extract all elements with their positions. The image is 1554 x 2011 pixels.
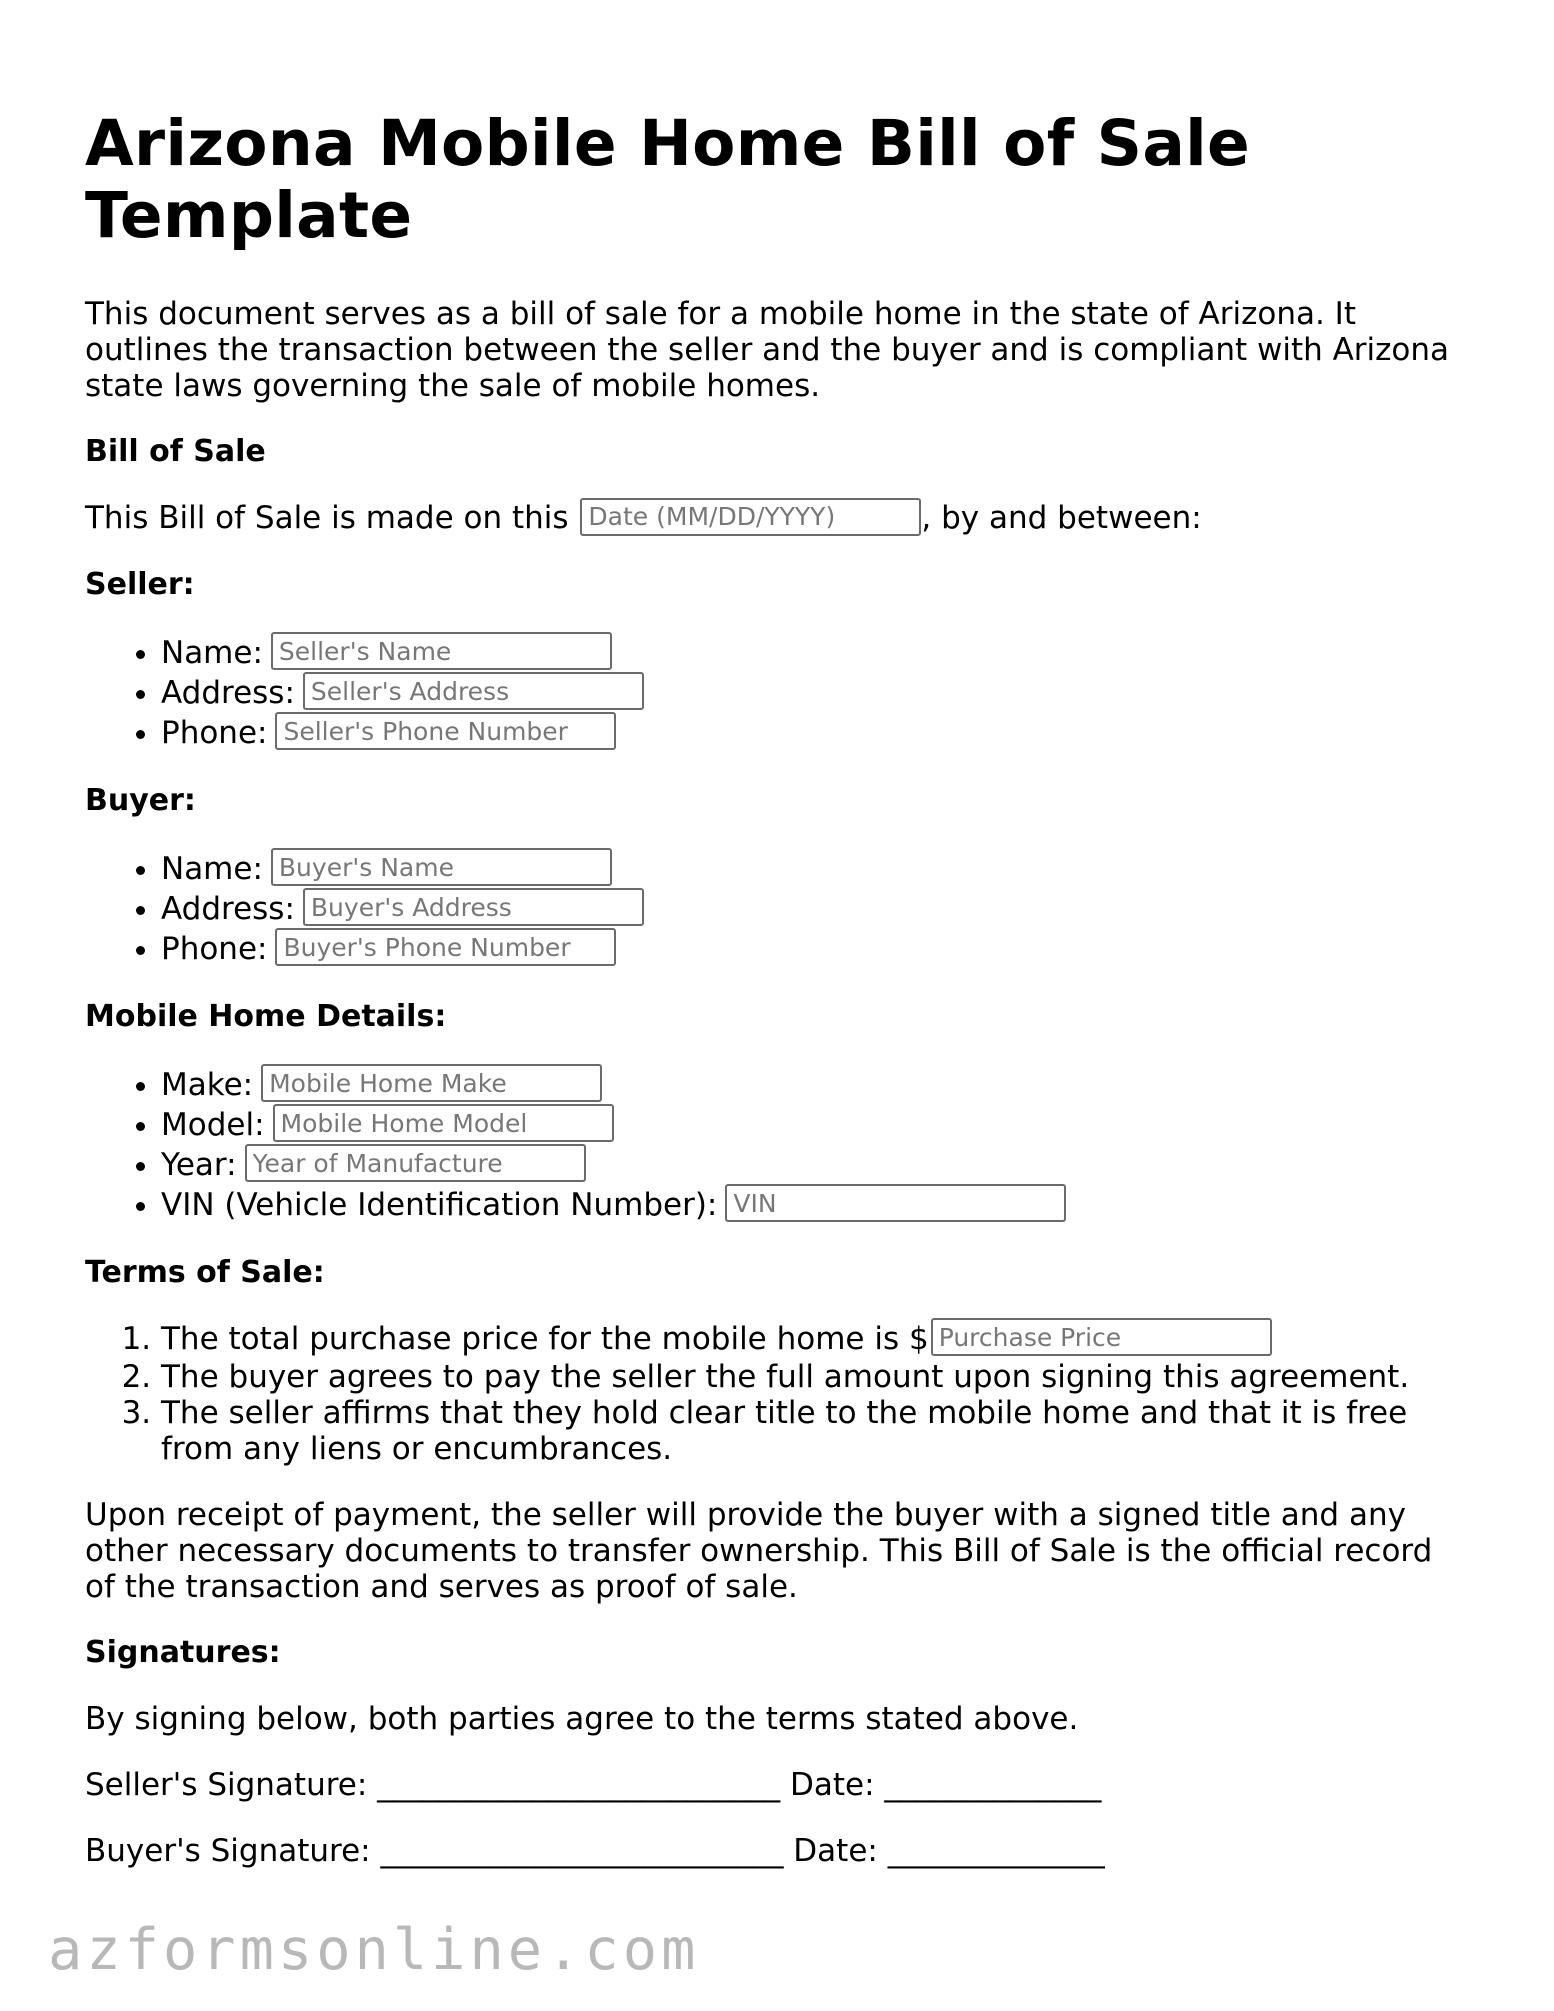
vin-field[interactable] xyxy=(725,1184,1066,1222)
seller-name-field[interactable] xyxy=(271,632,612,670)
list-item xyxy=(161,1145,1465,1185)
page-title: Arizona Mobile Home Bill of Sale Template xyxy=(85,107,1251,252)
list-item xyxy=(161,1105,1465,1145)
seller-heading: Seller: xyxy=(85,566,195,602)
made-on-text-after: , by and between: xyxy=(921,500,1202,536)
list-item xyxy=(161,1065,1465,1105)
seller-list xyxy=(85,633,1465,753)
seller-signature-line: Seller's Signature: __________________________ Date: ______________ xyxy=(85,1767,1102,1803)
list-item xyxy=(161,849,1465,889)
seller-phone-field[interactable] xyxy=(275,712,616,750)
buyer-address-label: Address: xyxy=(161,890,295,927)
buyer-name-label: Name: xyxy=(161,850,263,887)
signatures-heading: Signatures: xyxy=(85,1635,281,1670)
signatures-intro: By signing below, both parties agree to the terms stated above. xyxy=(85,1701,1079,1737)
list-item xyxy=(161,1185,1465,1225)
buyer-phone-field[interactable] xyxy=(275,928,616,966)
made-on-line xyxy=(85,500,1465,539)
make-label: Make: xyxy=(161,1066,254,1103)
list-item xyxy=(161,1321,1465,1360)
terms-list xyxy=(85,1321,1465,1468)
sale-date-field[interactable] xyxy=(580,498,921,536)
bill-of-sale-heading: Bill of Sale xyxy=(85,434,266,469)
seller-address-label: Address: xyxy=(161,674,295,711)
list-item xyxy=(161,633,1465,673)
mobile-home-details-heading: Mobile Home Details: xyxy=(85,998,447,1034)
list-item xyxy=(161,929,1465,969)
mobile-home-details-list xyxy=(85,1065,1465,1225)
buyer-signature-line: Buyer's Signature: __________________________ Date: ______________ xyxy=(85,1833,1105,1869)
buyer-address-field[interactable] xyxy=(303,888,644,926)
year-label: Year: xyxy=(161,1146,237,1183)
list-item xyxy=(161,889,1465,929)
purchase-price-field[interactable] xyxy=(931,1318,1272,1356)
made-on-text-before: This Bill of Sale is made on this xyxy=(85,500,579,536)
purchase-price-text: The total purchase price for the mobile home is $ xyxy=(161,1320,929,1357)
model-field[interactable] xyxy=(273,1104,614,1142)
make-field[interactable] xyxy=(261,1064,602,1102)
buyer-phone-label: Phone: xyxy=(161,930,268,967)
buyer-name-field[interactable] xyxy=(271,848,612,886)
seller-phone-label: Phone: xyxy=(161,714,268,751)
seller-address-field[interactable] xyxy=(303,672,644,710)
list-item xyxy=(161,713,1465,753)
outro-paragraph: Upon receipt of payment, the seller will provide the buyer with a signed title and any other necessary documents to transfer ownership. This Bill of Sale is the official record of the transaction and serves as proof of sale. xyxy=(85,1497,1433,1605)
list-item xyxy=(161,673,1465,713)
buyer-list xyxy=(85,849,1465,969)
buyer-heading: Buyer: xyxy=(85,782,196,818)
document-page xyxy=(85,108,1465,1899)
list-item: 3. The seller affirms that they hold clear title to the mobile home and that it is free from any liens or encumbrances. xyxy=(161,1395,1465,1467)
model-label: Model: xyxy=(161,1106,265,1143)
list-item: 2. The buyer agrees to pay the seller the full amount upon signing this agreement. xyxy=(161,1359,1465,1395)
intro-paragraph: This document serves as a bill of sale for a mobile home in the state of Arizona. It outlines the transaction between the seller and the buyer and is compliant with Arizona state laws governing the sale of mobile homes. xyxy=(85,296,1450,404)
year-field[interactable] xyxy=(245,1144,586,1182)
watermark: azformsonline.com xyxy=(48,1917,700,1983)
vin-label: VIN (Vehicle Identification Number): xyxy=(161,1186,718,1223)
seller-name-label: Name: xyxy=(161,634,263,671)
terms-heading: Terms of Sale: xyxy=(85,1254,325,1290)
